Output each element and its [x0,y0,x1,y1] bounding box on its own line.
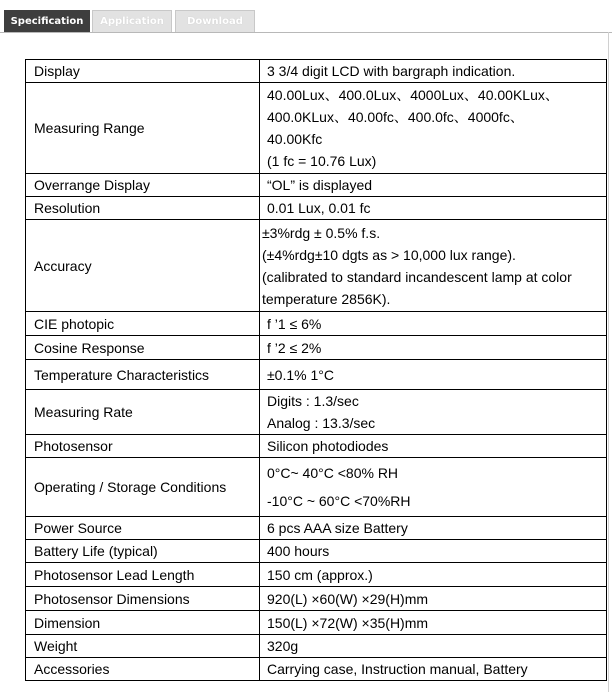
spec-row [26,635,607,658]
spec-label: Photosensor Dimensions [26,587,260,611]
spec-row [26,60,607,83]
spec-value-line: 0.01 Lux, 0.01 fc [267,200,371,216]
spec-label: Display [26,60,260,83]
spec-value-line: 40.00Lux、400.0Lux、4000Lux、40.00KLux、 [267,87,559,103]
spec-row [26,517,607,540]
tab-download[interactable]: Download [175,10,255,32]
specification-panel [3,32,609,692]
spec-row [26,360,607,390]
spec-value-line: 400.0KLux、40.00fc、400.0fc、4000fc、 [267,109,524,125]
spec-row [26,611,607,635]
spec-label: Temperature Characteristics [26,360,260,390]
spec-row [26,174,607,197]
spec-label: Cosine Response [26,336,260,360]
spec-value [260,174,607,197]
spec-value [260,587,607,611]
spec-value-line: 3 3/4 digit LCD with bargraph indication. [267,63,516,79]
spec-value [260,458,607,517]
spec-row [26,197,607,220]
spec-label: Dimension [26,611,260,635]
spec-label: Measuring Range [26,83,260,174]
spec-row [26,458,607,517]
spec-value [260,635,607,658]
spec-label: Accuracy [26,220,260,312]
spec-value-line: 320g [267,638,299,654]
spec-value-line: 150(L) ×72(W) ×35(H)mm [267,614,429,631]
spec-value-line: (1 fc = 10.76 Lux) [267,153,377,169]
spec-label: Measuring Rate [26,390,260,435]
spec-label: Battery Life (typical) [26,540,260,563]
spec-value [260,435,607,458]
spec-label: Weight [26,635,260,658]
spec-row [26,435,607,458]
spec-value [260,360,607,390]
spec-value-line: f ’2 ≤ 2% [267,339,322,356]
spec-label: Photosensor Lead Length [26,563,260,587]
spec-value-line: 150 cm (approx.) [267,566,373,583]
spec-value-line: Digits : 1.3/sec [267,393,359,409]
spec-label: Resolution [26,197,260,220]
spec-value-line: “OL” is displayed [267,177,373,193]
spec-value [260,83,607,174]
spec-label: Power Source [26,517,260,540]
spec-value-line: ±3%rdg ± 0.5% f.s. [262,224,381,241]
spec-value [260,197,607,220]
spec-row [26,658,607,681]
spec-value [260,312,607,336]
spec-value [260,540,607,563]
spec-row [26,540,607,563]
spec-value-line: -10°C ~ 60°C <70%RH [267,493,411,509]
spec-value-line: 400 hours [267,543,330,559]
spec-value [260,563,607,587]
spec-value-line: 920(L) ×60(W) ×29(H)mm [267,590,429,607]
spec-value-line: 6 pcs AAA size Battery [267,520,408,536]
spec-value-line: Carrying case, Instruction manual, Battery [267,661,528,677]
spec-row [26,83,607,174]
spec-value [260,611,607,635]
spec-label: CIE photopic [26,312,260,336]
spec-label: Photosensor [26,435,260,458]
tab-application[interactable]: Application [92,10,172,32]
spec-value-line: Analog : 13.3/sec [267,415,376,431]
spec-row [26,336,607,360]
specification-table [25,59,607,681]
spec-label: Overrange Display [26,174,260,197]
spec-label: Accessories [26,658,260,681]
spec-value [260,220,607,312]
spec-row [26,220,607,312]
spec-value-line: temperature 2856K). [262,290,391,307]
spec-value-line: (±4%rdg±10 dgts as > 10,000 lux range). [262,246,516,263]
spec-value-line: f ’1 ≤ 6% [267,315,322,332]
spec-value [260,658,607,681]
spec-label: Operating / Storage Conditions [26,458,260,517]
spec-value-line: 40.00Kfc [267,131,323,147]
spec-value [260,390,607,435]
spec-value-line: 0°C~ 40°C <80% RH [267,465,399,481]
spec-row [26,312,607,336]
spec-value-line: ±0.1% 1°C [267,366,334,383]
tab-bar [0,0,612,33]
spec-value [260,60,607,83]
spec-value-line: Silicon photodiodes [267,438,389,454]
spec-row [26,587,607,611]
spec-value [260,336,607,360]
spec-row [26,563,607,587]
spec-value [260,517,607,540]
tab-specification[interactable]: Specification [4,10,90,32]
spec-row [26,390,607,435]
spec-value-line: (calibrated to standard incandescent lamp at color [262,268,572,285]
